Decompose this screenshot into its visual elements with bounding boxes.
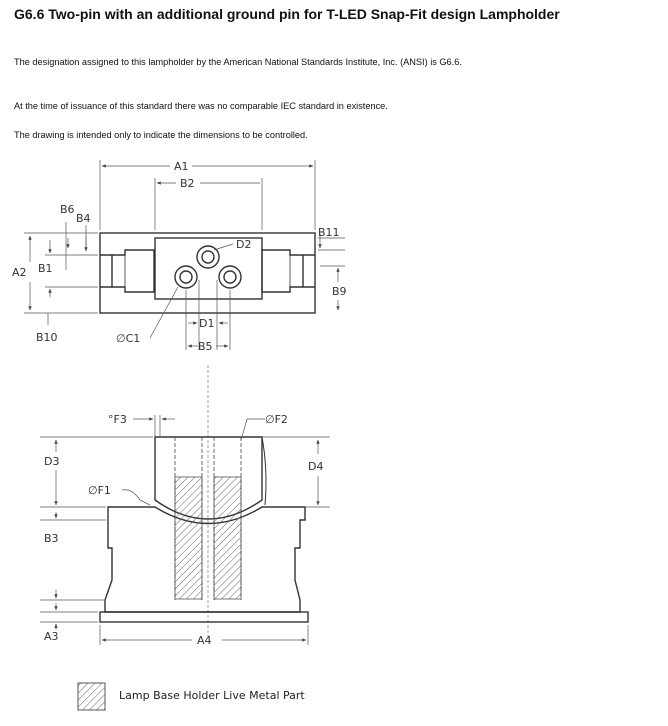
label-d1: D1 <box>199 317 215 330</box>
label-b5: B5 <box>198 340 213 353</box>
top-view <box>100 233 315 313</box>
side-view <box>100 437 308 622</box>
top-view-outer-body <box>100 233 315 313</box>
drawing-intent-text: The drawing is intended only to indicate the dimensions to be controlled. <box>14 130 308 140</box>
label-b1: B1 <box>38 262 53 275</box>
label-a3: A3 <box>44 630 59 643</box>
page-title: G6.6 Two-pin with an additional ground pin for T-LED Snap-Fit design Lampholder <box>14 6 560 22</box>
iec-note-text: At the time of issuance of this standard there was no comparable IEC standard in existence. <box>14 101 388 111</box>
label-f2: ∅F2 <box>265 413 288 426</box>
label-d3: D3 <box>44 455 60 468</box>
ansi-designation-text: The designation assigned to this lampholder by the American National Standards Institute, Inc. (ANSI) is G6.6. <box>14 57 462 67</box>
label-f1: ∅F1 <box>88 484 111 497</box>
upper-housing <box>155 437 262 519</box>
live-pin-right <box>219 266 241 288</box>
label-a1: A1 <box>174 160 189 173</box>
label-c1: ∅C1 <box>116 332 141 345</box>
label-a4: A4 <box>197 634 212 647</box>
live-metal-contact-right <box>214 477 241 599</box>
label-b2: B2 <box>180 177 195 190</box>
legend-label: Lamp Base Holder Live Metal Part <box>119 689 305 702</box>
base-flange <box>100 612 308 622</box>
label-b11: B11 <box>318 226 340 239</box>
label-f3: °F3 <box>108 413 127 426</box>
left-latch <box>100 250 154 292</box>
live-metal-contact-left <box>175 477 202 599</box>
label-b3: B3 <box>44 532 59 545</box>
label-d2: D2 <box>236 238 252 251</box>
label-b4: B4 <box>76 212 91 225</box>
right-latch <box>262 250 315 292</box>
label-b10: B10 <box>36 331 58 344</box>
live-pin-left <box>175 266 197 288</box>
label-a2: A2 <box>12 266 27 279</box>
legend-hatch-swatch <box>78 683 105 710</box>
label-b9: B9 <box>332 285 347 298</box>
label-d4: D4 <box>308 460 324 473</box>
lower-body <box>105 507 305 612</box>
label-b6: B6 <box>60 203 75 216</box>
